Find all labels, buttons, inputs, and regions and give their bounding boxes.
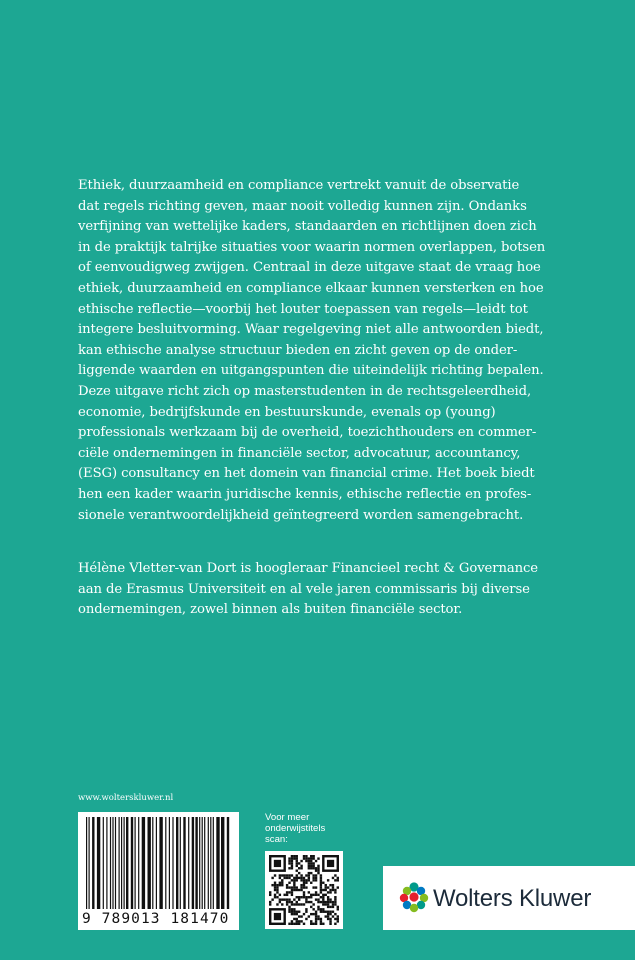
publisher-logo-text: Wolters Kluwer: [433, 885, 592, 912]
qr-caption-line: scan:: [265, 834, 288, 845]
author-bio-line: aan de Erasmus Universiteit en al vele jaren commissaris bij diverse: [78, 581, 530, 597]
blurb-line: in de praktijk talrijke situaties voor waarin normen overlappen, botsen: [78, 239, 546, 255]
blurb-line: sionele verantwoordelijkheid geïntegreerd worden samengebracht.: [78, 507, 524, 523]
qr-caption-line: Voor meer: [265, 812, 310, 823]
blurb-line: liggende waarden en uitgangspunten die uiteindelijk richting bepalen.: [78, 363, 544, 379]
blurb-line: (ESG) consultancy en het domein van financial crime. Het boek biedt: [78, 466, 535, 482]
publisher-logo: [383, 866, 635, 930]
blurb-line: professionals werkzaam bij de overheid, toezichthouders en commer-: [78, 425, 537, 441]
isbn-number: 9 789013 181470: [82, 911, 230, 927]
blurb-line: of eenvoudigweg zwijgen. Centraal in deze uitgave staat de vraag hoe: [78, 260, 541, 276]
publisher-website[interactable]: www.wolterskluwer.nl: [78, 793, 174, 803]
blurb-line: dat regels richting geven, maar nooit volledig kunnen zijn. Ondanks: [78, 198, 527, 214]
blurb-line: integere besluitvorming. Waar regelgeving niet alle antwoorden biedt,: [78, 322, 544, 338]
qr-caption-line: onderwijstitels: [265, 823, 326, 834]
blurb-line: ciële ondernemingen in financiële sector, advocatuur, accountancy,: [78, 445, 521, 461]
blurb-line: ethiek, duurzaamheid en compliance elkaar kunnen versterken en hoe: [78, 280, 544, 296]
blurb-line: economie, bedrijfskunde en bestuurskunde, evenals op (young): [78, 404, 496, 420]
barcode-bars: [84, 817, 233, 909]
blurb-line: hen een kader waarin juridische kennis, ethische reflectie en profes-: [78, 486, 532, 502]
blurb-line: kan ethische analyse structuur bieden en zicht geven op de onder-: [78, 342, 518, 358]
blurb-line: verfijning van wettelijke kaders, standaarden en richtlijnen doen zich: [78, 219, 537, 235]
author-bio-line: ondernemingen, zowel binnen als buiten financiële sector.: [78, 602, 463, 618]
qr-code-pattern: [269, 855, 339, 925]
author-bio: [78, 559, 568, 621]
blurb-line: ethische reflectie—voorbij het louter toepassen van regels—leidt tot: [78, 301, 528, 317]
wolters-kluwer-globe-icon: [398, 881, 430, 913]
blurb-line: Deze uitgave richt zich op masterstudenten in de rechtsgeleerdheid,: [78, 383, 532, 399]
qr-caption: [265, 812, 325, 845]
qr-code[interactable]: [265, 851, 343, 929]
author-bio-line: Hélène Vletter-van Dort is hoogleraar Financieel recht & Governance: [78, 561, 538, 576]
isbn-barcode: [78, 812, 239, 930]
back-cover-blurb: [78, 176, 568, 526]
blurb-line: Ethiek, duurzaamheid en compliance vertrekt vanuit de observatie: [78, 178, 520, 193]
